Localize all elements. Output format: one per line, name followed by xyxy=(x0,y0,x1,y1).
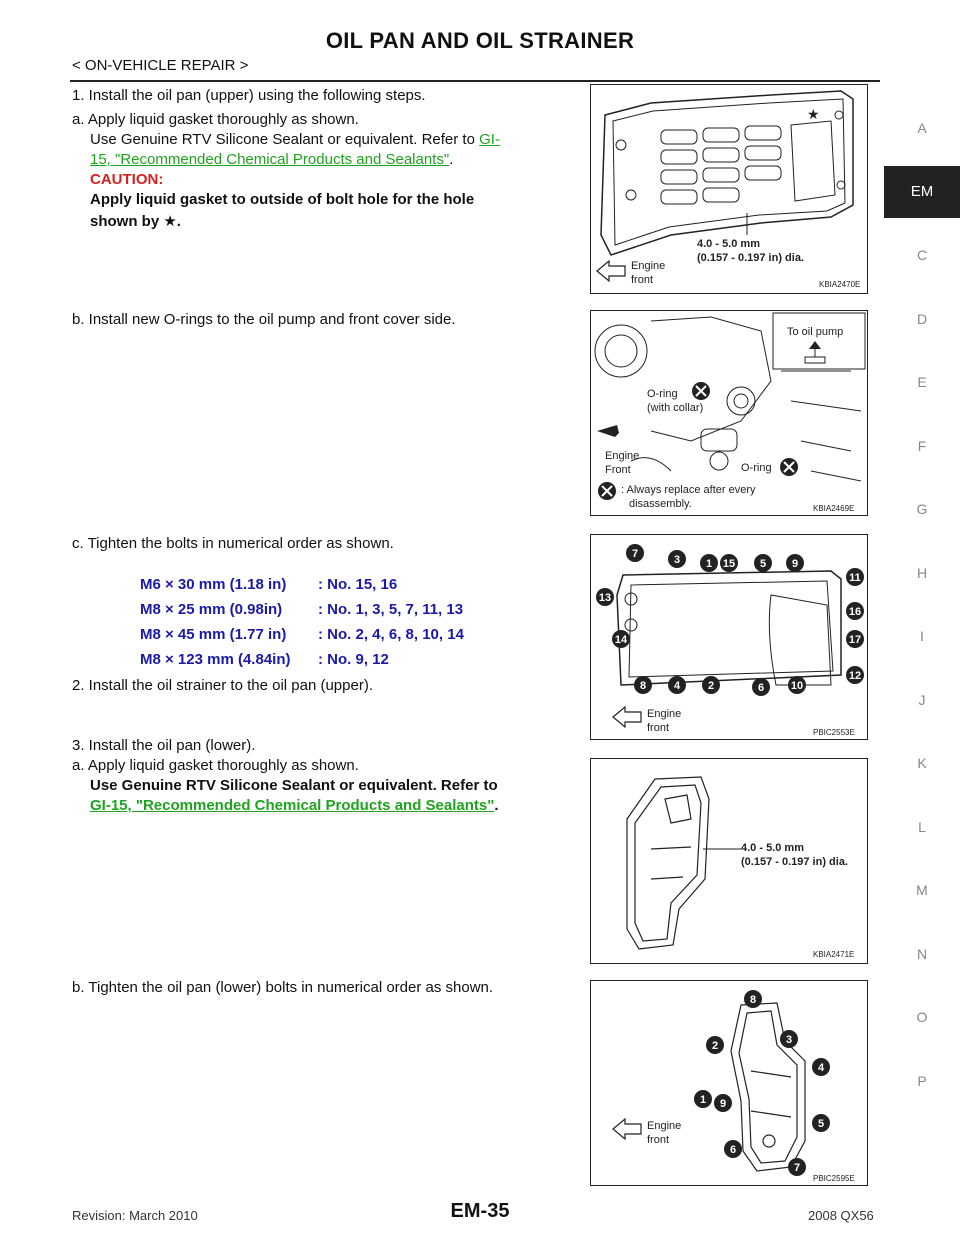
bolt-spec-numbers: : No. 9, 12 xyxy=(318,651,389,668)
svg-text:16: 16 xyxy=(848,606,862,618)
bolt-spec-numbers: : No. 1, 3, 5, 7, 11, 13 xyxy=(318,601,464,618)
svg-text:8: 8 xyxy=(749,994,757,1006)
svg-text:13: 13 xyxy=(598,592,612,604)
figure-o-rings xyxy=(590,310,868,516)
fig3-front-label: front xyxy=(647,722,670,734)
svg-text:6: 6 xyxy=(757,682,765,694)
figure-bolt-order-lower xyxy=(590,980,868,1186)
svg-text:12: 12 xyxy=(848,670,862,682)
section-tab-l[interactable]: L xyxy=(918,818,926,835)
step-3a-link[interactable]: GI-15, "Recommended Chemical Products and Sealants" xyxy=(90,797,495,814)
page-title: OIL PAN AND OIL STRAINER xyxy=(325,28,635,53)
figure-bolt-order-upper xyxy=(590,534,868,740)
step-1b: b. Install new O-rings to the oil pump and front cover side. xyxy=(72,311,456,328)
section-tab-k[interactable]: K xyxy=(917,755,927,772)
bolt-order-lower-drawing xyxy=(591,981,867,1185)
fig5-code: PBIC2595E xyxy=(813,1174,855,1183)
svg-text:8: 8 xyxy=(639,680,647,692)
svg-text:5: 5 xyxy=(759,558,767,570)
svg-text:3: 3 xyxy=(785,1034,793,1046)
replace-icon xyxy=(598,482,616,500)
section-tabs xyxy=(884,96,960,1113)
step-1: 1. Install the oil pan (upper) using the following steps. xyxy=(72,87,426,104)
bolt-spec-size: M8 × 123 mm (4.84in) xyxy=(140,651,291,668)
engine-front-arrow-icon xyxy=(597,425,619,437)
fig4-code: KBIA2471E xyxy=(813,950,855,959)
section-tab-p[interactable]: P xyxy=(917,1072,927,1089)
section-tab-i[interactable]: I xyxy=(920,628,924,645)
fig1-front-label: front xyxy=(631,274,654,286)
section-tab-a[interactable]: A xyxy=(917,119,927,136)
section-tab-m[interactable]: M xyxy=(916,882,928,899)
step-1a-refer xyxy=(90,130,578,150)
fig1-engine-label: Engine xyxy=(631,260,666,272)
step-2: 2. Install the oil strainer to the oil pan (upper). xyxy=(72,677,373,694)
step-3: 3. Install the oil pan (lower). xyxy=(72,737,256,754)
svg-text:15: 15 xyxy=(722,558,736,570)
svg-text:1: 1 xyxy=(705,558,713,570)
section-tab-n[interactable]: N xyxy=(916,945,928,962)
star-marker: ★ xyxy=(807,106,820,122)
step-3a-refer: Use Genuine RTV Silicone Sealant or equivalent. Refer to xyxy=(90,777,498,794)
replace-icon xyxy=(780,458,798,476)
step-1c: c. Tighten the bolts in numerical order as shown. xyxy=(72,535,394,552)
svg-text:7: 7 xyxy=(793,1162,801,1174)
svg-text:1: 1 xyxy=(699,1094,707,1106)
oil-pan-upper-drawing xyxy=(591,85,867,293)
fig1-dim-2: (0.157 - 0.197 in) dia. xyxy=(697,252,804,264)
svg-text:2: 2 xyxy=(707,680,715,692)
fig2-front-label: Front xyxy=(605,464,631,476)
fig2-code: KBIA2469E xyxy=(813,504,855,513)
fig2-to-oil-pump: To oil pump xyxy=(787,326,844,338)
step-3a-period: . xyxy=(494,797,499,814)
fig5-engine-label: Engine xyxy=(647,1120,682,1132)
section-tab-h[interactable]: H xyxy=(916,564,928,581)
section-tab-c[interactable]: C xyxy=(916,247,928,264)
caution-label: CAUTION: xyxy=(90,171,164,188)
fig5-front-label: front xyxy=(647,1134,670,1146)
footer-revision: Revision: March 2010 xyxy=(72,1208,198,1223)
fig2-oring-collar-1: O-ring xyxy=(647,388,678,400)
page-number: EM-35 xyxy=(450,1200,510,1222)
svg-text:2: 2 xyxy=(711,1040,719,1052)
svg-text:11: 11 xyxy=(849,572,861,584)
step-1a-period: . xyxy=(449,151,454,168)
fig2-legend-2: disassembly. xyxy=(629,498,692,510)
section-tab-d[interactable]: D xyxy=(916,310,928,327)
fig2-engine-label: Engine xyxy=(605,450,640,462)
section-tab-em[interactable]: EM xyxy=(884,166,960,218)
bolt-spec-numbers: : No. 2, 4, 6, 8, 10, 14 xyxy=(318,626,464,643)
step-3a-link-line xyxy=(90,796,499,816)
section-tab-o[interactable]: O xyxy=(916,1009,928,1026)
svg-text:17: 17 xyxy=(848,634,862,646)
fig2-legend-1: : Always replace after every xyxy=(621,484,756,496)
svg-text:6: 6 xyxy=(729,1144,737,1156)
step-1a-link-line xyxy=(90,150,453,170)
svg-text:9: 9 xyxy=(719,1098,727,1110)
step-3b: b. Tighten the oil pan (lower) bolts in numerical order as shown. xyxy=(72,979,494,996)
fig4-dim-2: (0.157 - 0.197 in) dia. xyxy=(741,856,848,868)
engine-front-arrow-icon xyxy=(597,261,625,281)
bolt-spec-size: M8 × 45 mm (1.77 in) xyxy=(140,626,287,643)
step-1a-link-part2[interactable]: 15, "Recommended Chemical Products and Sealants" xyxy=(90,151,450,168)
svg-text:4: 4 xyxy=(817,1062,825,1074)
svg-text:4: 4 xyxy=(673,680,681,692)
engine-front-arrow-icon xyxy=(613,1119,641,1139)
engine-front-arrow-icon xyxy=(613,707,641,727)
fig1-code: KBIA2470E xyxy=(819,280,861,289)
figure-oil-pan-lower-gasket xyxy=(590,758,868,964)
bolt-spec-size: M6 × 30 mm (1.18 in) xyxy=(140,576,287,593)
fig1-dim-1: 4.0 - 5.0 mm xyxy=(697,238,760,250)
fig2-oring-label: O-ring xyxy=(741,462,772,474)
svg-text:7: 7 xyxy=(631,548,639,560)
header-rule xyxy=(70,80,880,82)
bolt-spec-numbers: : No. 15, 16 xyxy=(318,576,398,593)
svg-text:3: 3 xyxy=(673,554,681,566)
breadcrumb[interactable]: < ON-VEHICLE REPAIR > xyxy=(72,57,249,74)
section-tab-e[interactable]: E xyxy=(917,374,927,391)
svg-text:14: 14 xyxy=(614,634,628,646)
step-3a: a. Apply liquid gasket thoroughly as shown. xyxy=(72,757,359,774)
svg-text:9: 9 xyxy=(791,558,799,570)
step-1a: a. Apply liquid gasket thoroughly as shown. xyxy=(72,111,359,128)
figure-oil-pan-upper-gasket xyxy=(590,84,868,294)
svg-text:10: 10 xyxy=(790,680,804,692)
svg-text:5: 5 xyxy=(817,1118,825,1130)
bolt-order-upper-drawing xyxy=(591,535,867,739)
oil-pan-lower-drawing xyxy=(591,759,867,963)
bolt-spec-size: M8 × 25 mm (0.98in) xyxy=(140,601,283,618)
fig2-oring-collar-2: (with collar) xyxy=(647,402,704,414)
o-ring-drawing xyxy=(591,311,867,515)
fig4-dim-1: 4.0 - 5.0 mm xyxy=(741,842,804,854)
replace-icon xyxy=(692,382,710,400)
section-tab-f[interactable]: F xyxy=(917,437,927,454)
section-tab-g[interactable]: G xyxy=(916,501,928,518)
step-1a-refer-text: Use Genuine RTV Silicone Sealant or equivalent. Refer to xyxy=(90,131,475,148)
footer-model: 2008 QX56 xyxy=(808,1208,874,1223)
fig3-engine-label: Engine xyxy=(647,708,682,720)
section-tab-j[interactable]: J xyxy=(918,691,926,708)
caution-line-1: Apply liquid gasket to outside of bolt hole for the hole xyxy=(90,191,475,208)
caution-line-2: shown by ★. xyxy=(90,213,181,230)
step-1a-link-part1[interactable]: GI- xyxy=(479,131,500,148)
fig3-code: PBIC2553E xyxy=(813,728,855,737)
